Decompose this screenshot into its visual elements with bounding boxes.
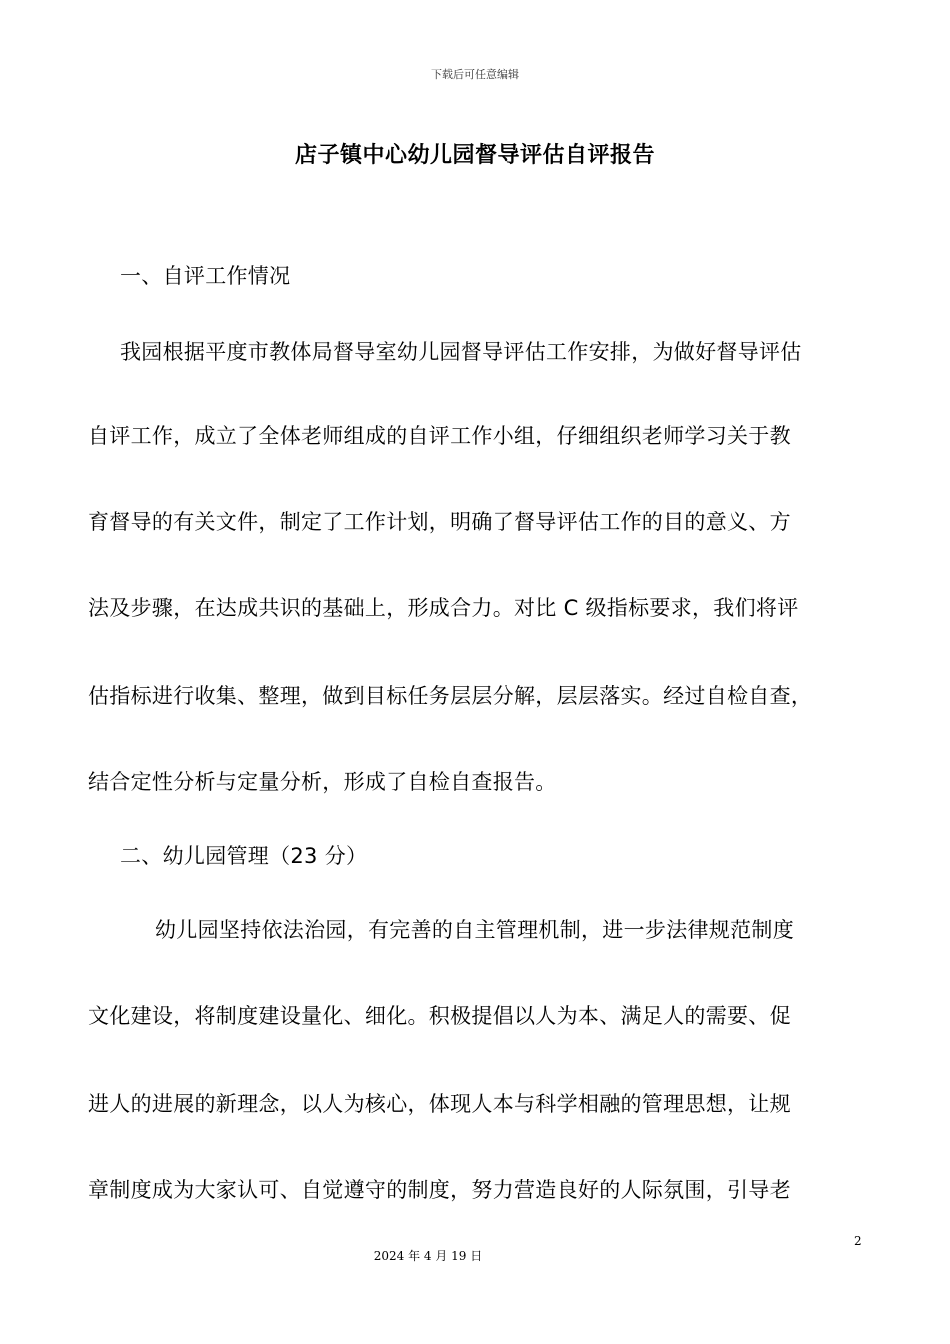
paragraph-line: 我园根据平度市教体局督导室幼儿园督导评估工作安排，为做好督导评估 bbox=[120, 340, 802, 364]
paragraph-line: 幼儿园坚持依法治园，有完善的自主管理机制，进一步法律规范制度 bbox=[155, 918, 794, 942]
paragraph-line: 育督导的有关文件，制定了工作计划，明确了督导评估工作的目的意义、方 bbox=[88, 510, 791, 534]
page-number: 2 bbox=[854, 1234, 862, 1248]
paragraph-line: 章制度成为大家认可、自觉遵守的制度，努力营造良好的人际氛围，引导老 bbox=[88, 1178, 791, 1202]
paragraph-line: 自评工作，成立了全体老师组成的自评工作小组，仔细组织老师学习关于教 bbox=[88, 424, 791, 448]
section-heading-1: 一、自评工作情况 bbox=[120, 264, 291, 288]
paragraph-line: 文化建设，将制度建设量化、细化。积极提倡以人为本、满足人的需要、促 bbox=[88, 1004, 791, 1028]
footer-date: 2024 年 4 月 19 日 bbox=[373, 1249, 483, 1263]
document-title: 店子镇中心幼儿园督导评估自评报告 bbox=[294, 143, 655, 168]
paragraph-line: 进人的进展的新理念，以人为核心，体现人本与科学相融的管理思想，让规 bbox=[88, 1092, 791, 1116]
paragraph-line: 结合定性分析与定量分析，形成了自检自查报告。 bbox=[88, 770, 557, 794]
section-heading-2: 二、幼儿园管理（23 分） bbox=[120, 844, 368, 868]
paragraph-line: 估指标进行收集、整理，做到目标任务层层分解，层层落实。经过自检自查， bbox=[88, 684, 813, 708]
header-note: 下载后可任意编辑 bbox=[431, 68, 519, 81]
paragraph-line: 法及步骤，在达成共识的基础上，形成合力。对比 C 级指标要求，我们将评 bbox=[88, 596, 799, 620]
